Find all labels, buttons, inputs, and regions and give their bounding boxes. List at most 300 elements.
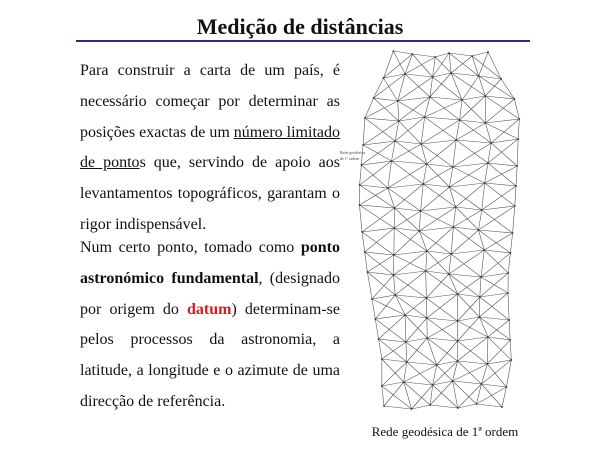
network-edge — [395, 295, 405, 315]
network-edge — [517, 139, 518, 166]
geodetic-vertex — [432, 384, 434, 386]
network-edge — [365, 98, 374, 118]
geodetic-vertex — [373, 97, 375, 99]
network-edge — [485, 183, 516, 186]
network-edge — [510, 340, 511, 360]
geodetic-vertex — [485, 122, 487, 124]
geodetic-vertex — [457, 360, 459, 362]
geodetic-vertex — [455, 139, 457, 141]
network-edge — [479, 76, 486, 96]
network-edge — [395, 271, 425, 295]
network-edge — [405, 74, 433, 77]
network-edge — [360, 165, 362, 185]
network-edge — [421, 144, 427, 164]
geodetic-vertex — [500, 78, 502, 80]
geodetic-vertex — [391, 160, 393, 162]
geodetic-vertex — [404, 314, 406, 316]
network-edge — [426, 298, 457, 321]
paragraph-2-text-a: Num certo ponto, tomado como — [80, 239, 301, 256]
geodetic-vertex — [359, 204, 361, 206]
network-edge — [374, 78, 384, 98]
network-edge — [363, 145, 391, 161]
geodetic-vertex — [394, 140, 396, 142]
network-edge — [488, 320, 509, 337]
geodetic-vertex — [429, 96, 431, 98]
geodetic-vertex — [393, 227, 395, 229]
geodetic-vertex — [425, 270, 427, 272]
network-edge — [427, 338, 457, 341]
geodetic-vertex — [387, 187, 389, 189]
geodetic-vertex — [448, 273, 450, 275]
geodetic-vertex — [381, 385, 383, 387]
geodetic-vertex — [411, 408, 413, 410]
paragraph-2-text-c: ) determinam-se pelos processos da astronomia, a latitude, a longitude e o azimute de uma direcção de referência. — [80, 300, 340, 410]
network-edge — [478, 230, 512, 233]
geodetic-vertex — [434, 56, 436, 58]
network-edge — [479, 76, 515, 99]
geodetic-vertex — [471, 55, 473, 57]
geodetic-vertex — [457, 340, 459, 342]
network-edge — [488, 163, 517, 166]
geodetic-vertex — [501, 406, 503, 408]
geodetic-vertex — [507, 292, 509, 294]
geodetic-vertex — [394, 207, 396, 209]
geodetic-vertex — [515, 185, 517, 187]
geodetic-vertex — [424, 116, 426, 118]
network-edge — [363, 118, 365, 145]
network-edge — [384, 382, 404, 406]
network-edge — [485, 163, 488, 183]
network-edge — [425, 117, 460, 120]
network-edge — [379, 339, 406, 342]
geodetic-vertex — [360, 164, 362, 166]
network-edge — [478, 230, 484, 250]
network-edge — [501, 79, 514, 99]
network-edge — [427, 140, 457, 164]
geodetic-vertex — [426, 317, 428, 319]
network-edge — [423, 167, 453, 184]
geodetic-vertex — [508, 319, 510, 321]
network-edge — [449, 274, 481, 277]
geodetic-vertex — [436, 364, 438, 366]
geodetic-vertex — [381, 358, 383, 360]
geodetic-vertex — [378, 338, 380, 340]
geodetic-vertex — [507, 272, 509, 274]
network-edge — [476, 387, 506, 404]
network-edge — [502, 387, 506, 407]
network-edge — [393, 51, 412, 54]
network-edge — [453, 207, 455, 227]
network-edge — [479, 52, 488, 76]
network-edge — [456, 140, 491, 143]
title-underline — [76, 40, 530, 42]
geodetic-vertex — [455, 206, 457, 208]
paragraph-2 — [80, 233, 340, 418]
network-edge — [484, 250, 508, 273]
network-edge — [393, 51, 405, 74]
network-edge — [362, 232, 365, 252]
geodetic-vertex — [516, 165, 518, 167]
geodetic-vertex — [359, 184, 361, 186]
network-edge — [399, 121, 421, 144]
network-edge — [453, 364, 488, 381]
network-edge — [359, 205, 394, 208]
network-edge — [359, 205, 394, 228]
geodetic-vertex — [512, 232, 514, 234]
network-edge — [374, 74, 405, 98]
network-edge — [451, 254, 481, 277]
geodetic-vertex — [406, 361, 408, 363]
geodetic-vertex — [450, 72, 452, 74]
network-edge — [361, 165, 388, 188]
network-edge — [430, 97, 460, 120]
network-edge — [487, 340, 510, 364]
geodetic-vertex — [426, 163, 428, 165]
network-edge — [456, 123, 485, 140]
network-edge — [458, 294, 480, 317]
network-edge — [372, 295, 395, 299]
geodetic-vertex — [422, 183, 424, 185]
network-edge — [404, 382, 412, 409]
geodetic-vertex — [450, 253, 452, 255]
network-edge — [372, 299, 405, 315]
network-edge — [388, 188, 395, 208]
network-edge — [485, 183, 515, 206]
paragraph-1-text-b: s que, servindo de apoio aos levantamentos topográficos, garantam o rigor indispensável. — [80, 154, 341, 233]
network-edge — [476, 404, 502, 407]
network-edge — [449, 53, 451, 73]
geodetic-vertex — [371, 298, 373, 300]
network-edge — [394, 275, 396, 295]
network-edge — [365, 228, 394, 252]
network-edge — [392, 161, 424, 184]
network-edge — [421, 184, 424, 211]
geodetic-vertex — [411, 53, 413, 55]
network-edge — [482, 210, 513, 233]
network-edge — [426, 254, 451, 271]
network-edge — [479, 317, 509, 320]
geodetic-vertex — [484, 95, 486, 97]
geodetic-vertex — [426, 337, 428, 339]
network-edge — [365, 252, 394, 275]
geodetic-vertex — [506, 386, 508, 388]
network-edge — [406, 342, 407, 362]
geodetic-vertex — [404, 73, 406, 75]
geodetic-vertex — [457, 293, 459, 295]
network-edge — [412, 54, 432, 77]
network-edge — [480, 277, 481, 297]
paragraph-1-underlined: número limitado de ponto — [80, 123, 340, 172]
geodetic-vertex — [397, 100, 399, 102]
network-edge — [425, 117, 457, 140]
geodetic-vertex — [452, 380, 454, 382]
geodetic-vertex — [429, 404, 431, 406]
geodetic-vertex — [448, 52, 450, 54]
geodetic-vertex — [426, 297, 428, 299]
geodetic-vertex — [459, 119, 461, 121]
network-edge — [462, 76, 479, 100]
network-edge — [449, 167, 452, 187]
network-edge — [372, 299, 375, 319]
network-edge — [423, 164, 426, 184]
network-edge — [382, 386, 384, 406]
network-edge — [480, 297, 509, 320]
network-edge — [435, 57, 451, 73]
network-edge — [488, 143, 491, 163]
network-edge — [456, 183, 485, 207]
geodetic-vertex — [478, 229, 480, 231]
network-edge — [453, 361, 458, 381]
network-edge — [375, 315, 405, 319]
geodetic-vertex — [514, 98, 516, 100]
network-edge — [458, 361, 488, 364]
network-edge — [374, 98, 399, 121]
network-edge — [508, 253, 510, 273]
map-caption: Rede geodésica de 1ª ordem — [371, 424, 519, 439]
geodetic-vertex — [398, 120, 400, 122]
network-edge — [478, 210, 481, 230]
geodetic-vertex — [510, 359, 512, 361]
network-edge — [395, 295, 426, 298]
network-edge — [485, 119, 519, 123]
geodetic-vertex — [362, 144, 364, 146]
network-edge — [449, 53, 479, 76]
network-edge — [392, 141, 396, 161]
network-edge — [449, 274, 480, 297]
network-edge — [360, 185, 395, 208]
network-edge — [398, 101, 399, 121]
network-edge — [379, 315, 405, 339]
network-edge — [451, 230, 478, 254]
network-edge — [412, 54, 435, 57]
network-edge — [407, 338, 427, 362]
geodetic-vertex — [487, 51, 489, 53]
network-edge — [509, 320, 510, 340]
geodetic-vertex — [509, 339, 511, 341]
paragraph-2-datum-term: datum — [187, 300, 232, 318]
network-edge — [388, 161, 392, 188]
network-edge — [359, 188, 387, 205]
geodetic-vertex — [366, 271, 368, 273]
map-stamp — [340, 150, 365, 162]
network-edge — [398, 101, 425, 117]
geodetic-vertex — [393, 274, 395, 276]
geodetic-vertex — [479, 296, 481, 298]
geodetic-vertex — [364, 251, 366, 253]
network-edge — [430, 97, 462, 100]
geodetic-vertex — [487, 336, 489, 338]
geodetic-vertex — [364, 117, 366, 119]
geodetic-vertex — [487, 363, 489, 365]
geodetic-vertex — [452, 166, 454, 168]
network-edge — [481, 277, 508, 293]
network-edge — [375, 319, 378, 339]
network-edge — [384, 74, 406, 78]
network-edge — [404, 362, 407, 382]
network-edge — [395, 295, 427, 318]
network-edge — [365, 252, 368, 272]
network-edge — [453, 140, 456, 167]
network-edge — [375, 319, 406, 342]
network-edge — [485, 123, 518, 139]
geodetic-vertex — [487, 162, 489, 164]
network-edge — [392, 144, 422, 161]
geodetic-vertex — [484, 182, 486, 184]
geodetic-vertex — [457, 407, 459, 409]
geodetic-vertex — [514, 205, 516, 207]
network-edge — [458, 277, 481, 294]
geodetic-vertex — [394, 294, 396, 296]
geodetic-vertex — [418, 230, 420, 232]
network-edge — [472, 52, 488, 56]
network-edge — [421, 187, 450, 211]
network-edge — [508, 293, 509, 320]
network-edge — [392, 161, 427, 164]
geodetic-vertex — [374, 318, 376, 320]
network-edge — [425, 97, 430, 117]
network-edge — [515, 186, 516, 206]
geodetic-vertex — [449, 186, 451, 188]
network-edge — [488, 337, 511, 360]
network-edge — [375, 295, 395, 319]
network-edge — [456, 140, 488, 163]
paragraph-1 — [80, 56, 340, 241]
network-edge — [382, 359, 407, 362]
network-edge — [485, 99, 514, 123]
network-edge — [362, 232, 394, 255]
network-edge — [510, 233, 512, 253]
network-edge — [426, 251, 427, 271]
network-edge — [419, 211, 420, 231]
network-edge — [485, 166, 517, 183]
network-edge — [430, 405, 458, 408]
network-edge — [449, 187, 455, 207]
network-edge — [374, 98, 398, 101]
network-edge — [367, 272, 372, 299]
network-edge — [449, 254, 451, 274]
geodetic-vertex — [393, 254, 395, 256]
paragraph-2-text-b: , (designado por origem do — [80, 269, 340, 318]
network-edge — [472, 56, 479, 76]
network-edge — [365, 118, 395, 141]
network-edge — [407, 362, 437, 365]
network-edge — [482, 183, 485, 210]
network-edge — [518, 119, 519, 139]
network-edge — [453, 381, 482, 384]
geodetic-vertex — [476, 403, 478, 405]
network-edge — [456, 120, 459, 140]
network-edge — [488, 52, 501, 79]
network-edge — [382, 386, 412, 409]
network-edge — [367, 272, 395, 295]
network-edge — [425, 100, 462, 117]
network-edge — [405, 57, 435, 74]
network-edge — [394, 275, 427, 298]
geodetic-vertex — [517, 138, 519, 140]
geodetic-vertex — [393, 50, 395, 52]
network-edge — [430, 385, 432, 405]
geodetic-vertex — [432, 76, 434, 78]
geodetic-vertex — [490, 142, 492, 144]
network-edge — [379, 339, 382, 359]
network-edge — [451, 227, 453, 254]
network-edge — [460, 100, 463, 120]
network-edge — [516, 166, 517, 186]
geodetic-vertex — [383, 405, 385, 407]
network-edge — [394, 211, 420, 228]
geodetic-vertex — [405, 341, 407, 343]
geodetic-vertex — [383, 77, 385, 79]
network-edge — [426, 274, 448, 298]
network-edge — [513, 206, 515, 233]
geodetic-vertex — [518, 118, 520, 120]
network-edge — [427, 321, 457, 338]
network-edge — [405, 298, 426, 315]
network-edge — [405, 315, 406, 342]
paragraph-2-bold-term: ponto astronómico fundamental — [80, 239, 340, 287]
network-edge — [481, 364, 487, 384]
network-edge — [484, 233, 512, 250]
network-edge — [451, 56, 472, 73]
network-edge — [458, 341, 488, 364]
geodetic-vertex — [361, 231, 363, 233]
map-stamp-line-1: Rede geodésica — [340, 150, 365, 155]
network-edge — [487, 364, 506, 387]
network-edge — [365, 118, 399, 121]
geodetic-vertex — [461, 99, 463, 101]
network-edge — [395, 121, 399, 141]
network-edge — [458, 321, 488, 337]
network-edge — [426, 271, 427, 298]
network-edge — [404, 382, 433, 385]
network-edge — [427, 318, 458, 321]
network-edge — [485, 123, 491, 143]
network-edge — [427, 338, 457, 361]
geodetic-vertex — [480, 276, 482, 278]
network-edge — [506, 360, 511, 387]
paragraph-1-text-a: Para construir a carta de um país, é necessário começar por determinar as posições exactas de um — [80, 62, 340, 141]
network-edge — [427, 227, 453, 251]
geodetic-network-map — [338, 46, 536, 418]
network-edge — [427, 338, 436, 365]
geodetic-vertex — [481, 209, 483, 211]
geodetic-vertex — [510, 252, 512, 254]
geodetic-vertex — [403, 381, 405, 383]
network-edge — [491, 143, 517, 166]
geodetic-vertex — [457, 320, 459, 322]
geodetic-vertex — [452, 226, 454, 228]
geodetic-vertex — [420, 143, 422, 145]
network-edge — [404, 365, 437, 382]
triangulation-network — [359, 50, 521, 410]
network-edge — [419, 231, 451, 254]
geodetic-vertex — [478, 75, 480, 77]
network-edge — [405, 315, 427, 338]
network-edge — [406, 342, 437, 365]
slide-title: Medição de distâncias — [196, 14, 404, 39]
network-edge — [382, 359, 404, 382]
network-edge — [458, 404, 477, 408]
network-edge — [384, 406, 412, 409]
network-edge — [365, 252, 394, 255]
network-edge — [481, 384, 506, 387]
geodetic-vertex — [481, 383, 483, 385]
network-edge — [462, 100, 485, 123]
network-edge — [453, 210, 481, 227]
network-edge — [488, 163, 516, 186]
geodetic-vertex — [478, 316, 480, 318]
geodetic-vertex — [420, 210, 422, 212]
